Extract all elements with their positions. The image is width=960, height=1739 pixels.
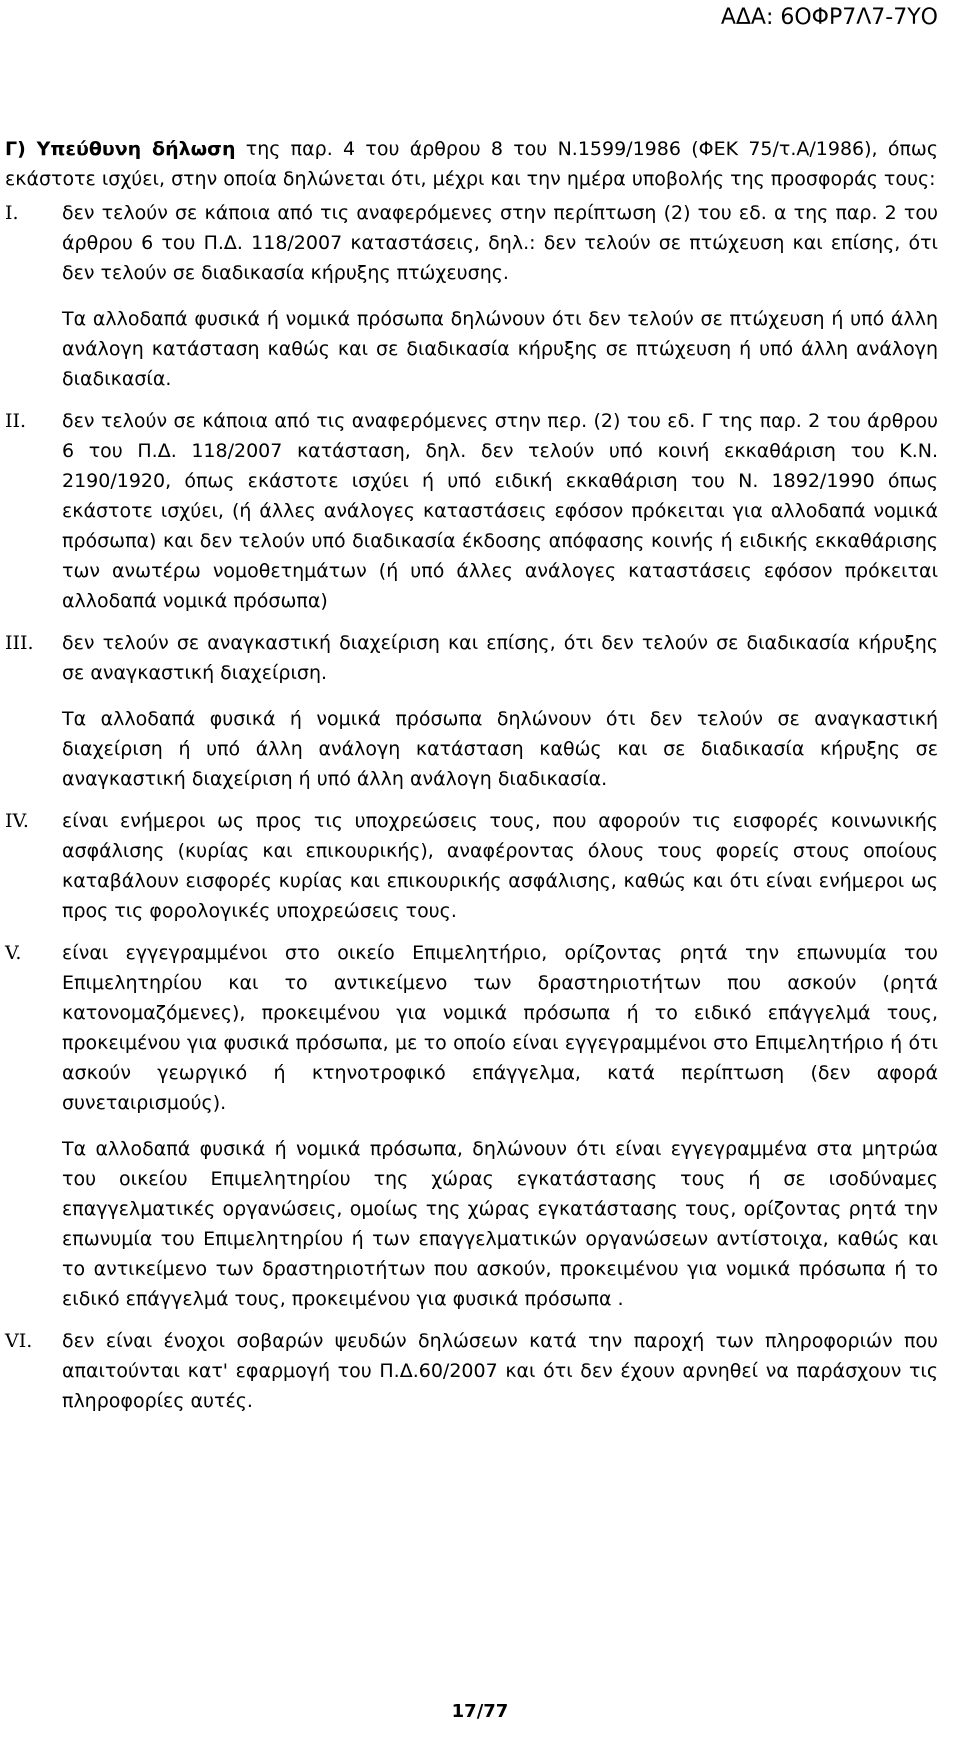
intro-text: της παρ. 4 του άρθρου 8 του Ν.1599/1986 (ΦΕΚ 75/τ.Α/1986), όπως εκάστοτε ισχύει, στην οποία δηλώνεται ότι, μέχρι και την ημέρα υποβολής της προσφοράς τους:	[5, 138, 938, 190]
item-paragraph-foreign: Τα αλλοδαπά φυσικά ή νομικά πρόσωπα δηλώνουν ότι δεν τελούν σε αναγκαστική διαχείριση ή υπό άλλη ανάλογη κατάσταση καθώς και σε διαδικασία κήρυξης σε αναγκαστική διαχείριση ή υπό άλλη ανάλογη διαδικασία.	[62, 708, 938, 790]
item-paragraph: είναι εγγεγραμμένοι στο οικείο Επιμελητήριο, ορίζοντας ρητά την επωνυμία του Επιμελητηρίου και το αντικείμενο των δραστηριοτήτων που ασκούν (ρητά κατονομαζόμενες), προκειμένου για νομικά πρόσωπα ή το ειδικό επάγγελμά τους, προκειμένου για φυσικά πρόσωπα, με το οποίο είναι εγγεγραμμένοι στο Επιμελητήριο ή ότι ασκούν γεωργικό ή κτηνοτροφικό επάγγελμα, κατά περίπτωση (δεν αφορά συνεταιρισμούς).	[62, 942, 938, 1114]
item-paragraph-foreign: Τα αλλοδαπά φυσικά ή νομικά πρόσωπα, δηλώνουν ότι είναι εγγεγραμμένα στα μητρώα του οικείου Επιμελητηρίου της χώρας εγκατάστασης τους ή σε ισοδύναμες επαγγελματικές οργανώσεις, ομοίως της χώρας εγκατάστασης τους, ορίζοντας ρητά την επωνυμία του Επιμελητηρίου ή των επαγγελματικών οργανώσεων αντίστοιχα, καθώς και το αντικείμενο των δραστηριοτήτων που ασκούν, προκειμένου για νομικά πρόσωπα ή το ειδικό επάγγελμά τους, προκειμένου για φυσικά πρόσωπα .	[62, 1138, 938, 1310]
item-numeral: II.	[5, 410, 27, 432]
item-numeral: IV.	[5, 810, 29, 832]
item-paragraph: δεν είναι ένοχοι σοβαρών ψευδών δηλώσεων κατά την παροχή των πληροφοριών που απαιτούνται κατ' εφαρμογή του Π.Δ.60/2007 και ότι δεν έχουν αρνηθεί να παράσχουν τις πληροφορίες αυτές.	[62, 1330, 938, 1412]
intro-paragraph	[0, 134, 960, 194]
list-item-i	[0, 198, 960, 394]
ada-code: ΑΔΑ: 6ΟΦΡ7Λ7-7ΥΟ	[720, 5, 938, 30]
item-paragraph: δεν τελούν σε αναγκαστική διαχείριση και επίσης, ότι δεν τελούν σε διαδικασία κήρυξης σε αναγκαστική διαχείριση.	[62, 632, 938, 684]
intro-bold-lead: Γ) Υπεύθυνη δήλωση	[5, 138, 236, 160]
list-item-iv	[0, 806, 960, 926]
item-numeral: I.	[5, 202, 19, 224]
item-paragraph-foreign: Τα αλλοδαπά φυσικά ή νομικά πρόσωπα δηλώνουν ότι δεν τελούν σε πτώχευση ή υπό άλλη ανάλογη κατάσταση καθώς και σε διαδικασία κήρυξης σε πτώχευση ή υπό άλλη ανάλογη διαδικασία.	[62, 308, 938, 390]
list-item-iii	[0, 628, 960, 794]
item-numeral: VI.	[5, 1330, 33, 1352]
list-item-vi	[0, 1326, 960, 1416]
document-body	[0, 134, 960, 1416]
item-paragraph: δεν τελούν σε κάποια από τις αναφερόμενες στην περ. (2) του εδ. Γ της παρ. 2 του άρθρου 6 του Π.Δ. 118/2007 κατάσταση, δηλ. δεν τελούν υπό κοινή εκκαθάριση του Κ.Ν. 2190/1920, όπως εκάστοτε ισχύει ή υπό ειδική εκκαθάριση του Ν. 1892/1990 όπως εκάστοτε ισχύει, (ή άλλες ανάλογες καταστάσεις εφόσον πρόκειται για αλλοδαπά νομικά πρόσωπα) και δεν τελούν υπό διαδικασία έκδοσης απόφασης κοινής ή ειδικής εκκαθάρισης των ανωτέρω νομοθετημάτων (ή υπό άλλες ανάλογες καταστάσεις εφόσον πρόκειται αλλοδαπά νομικά πρόσωπα)	[62, 410, 938, 612]
page-number: 17/77	[451, 1701, 509, 1722]
item-numeral: III.	[5, 632, 34, 654]
item-paragraph: είναι ενήμεροι ως προς τις υποχρεώσεις τους, που αφορούν τις εισφορές κοινωνικής ασφάλισης (κυρίας και επικουρικής), αναφέροντας όλους τους φορείς στους οποίους καταβάλουν εισφορές κυρίας και επικουρικής ασφάλισης, καθώς και ότι είναι ενήμεροι ως προς τις φορολογικές υποχρεώσεις τους.	[62, 810, 938, 922]
item-numeral: V.	[5, 942, 22, 964]
item-paragraph: δεν τελούν σε κάποια από τις αναφερόμενες στην περίπτωση (2) του εδ. α της παρ. 2 του άρθρου 6 του Π.Δ. 118/2007 καταστάσεις, δηλ.: δεν τελούν σε πτώχευση και επίσης, ότι δεν τελούν σε διαδικασία κήρυξης πτώχευσης.	[62, 202, 938, 284]
list-item-v	[0, 938, 960, 1314]
list-item-ii	[0, 406, 960, 616]
